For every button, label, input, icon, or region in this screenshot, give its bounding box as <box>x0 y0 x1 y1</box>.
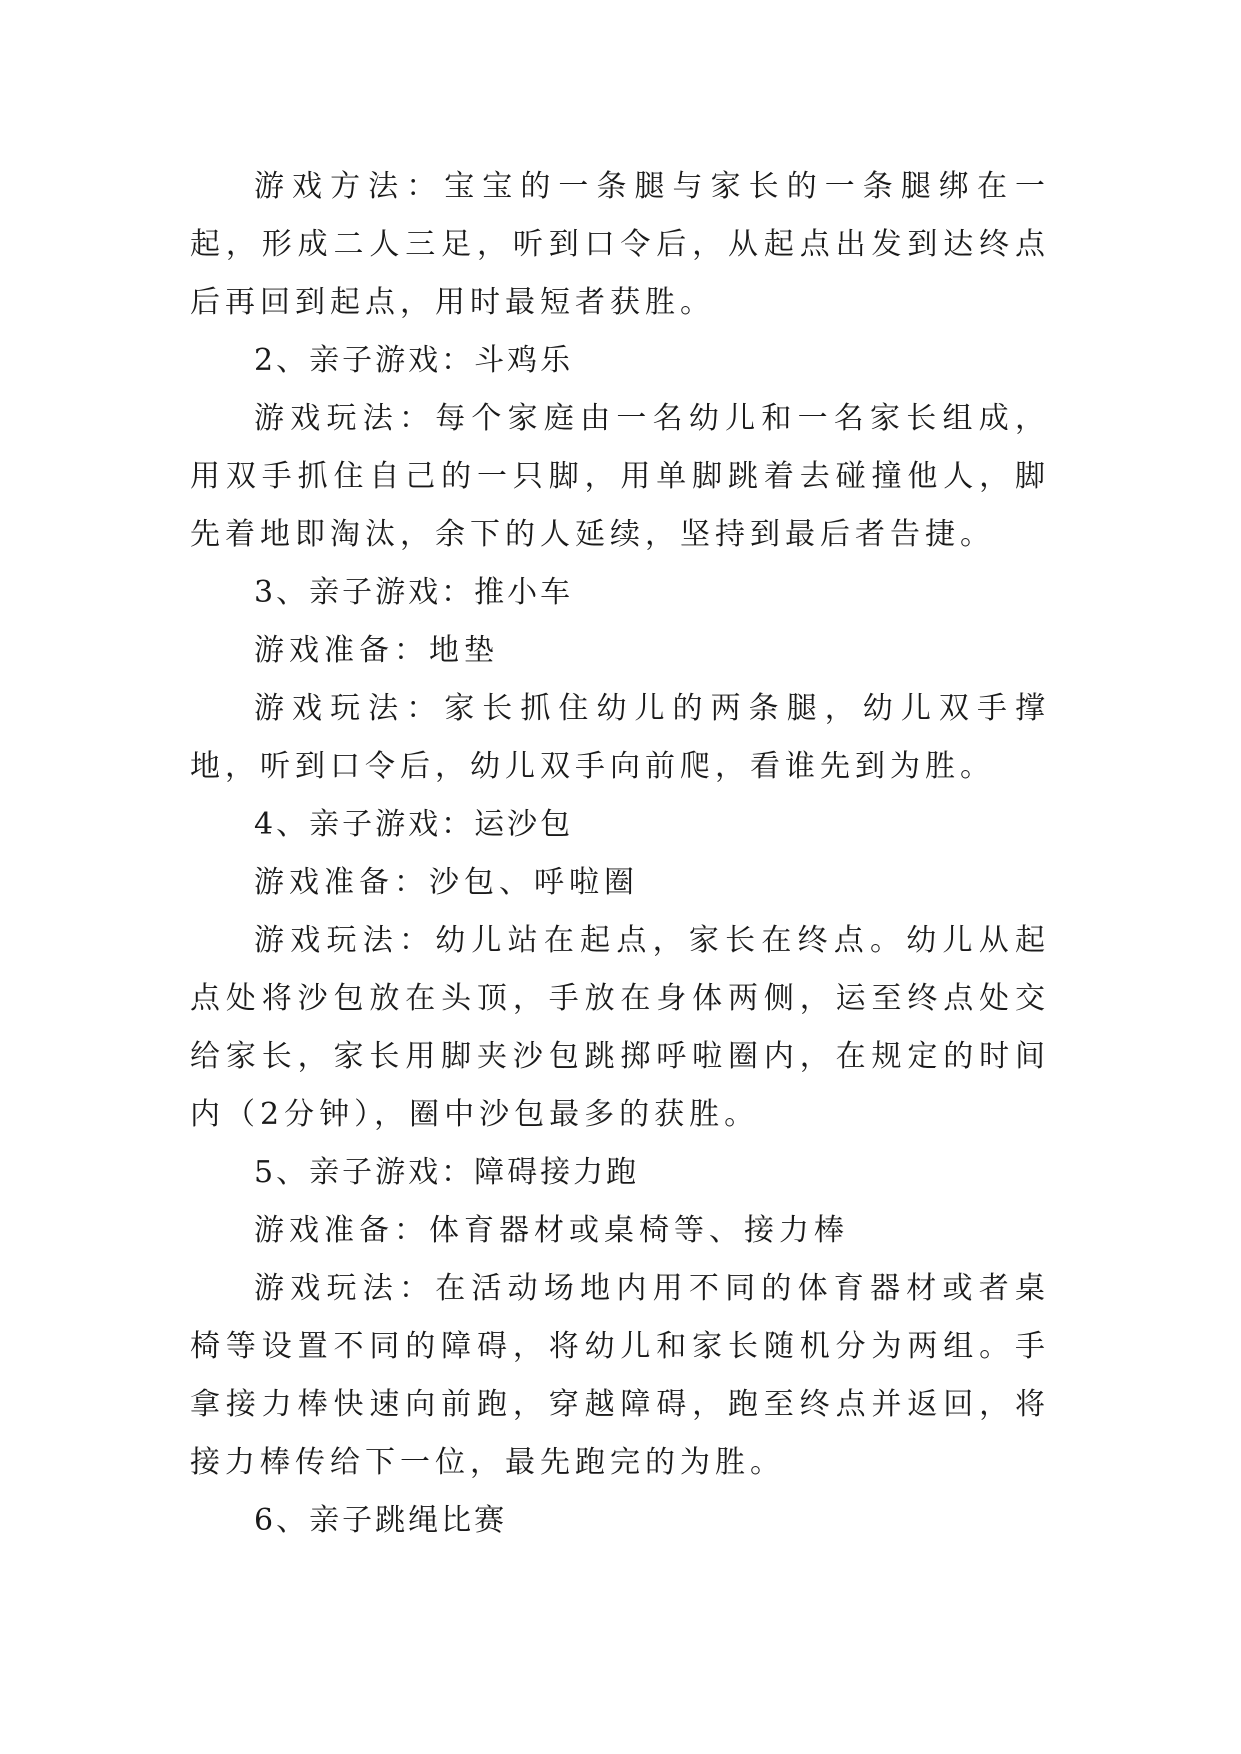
paragraph-game-4-prep: 游戏准备：沙包、呼啦圈 <box>254 865 639 900</box>
paragraph-game-2-rules: 游戏玩法：每个家庭由一名幼儿和一名家长组成，用双手抓住自己的一只脚，用单脚跳着去碰撞他人，脚先着地即淘汰，余下的人延续，坚持到最后者告捷。 <box>190 401 1050 552</box>
paragraph-game-5-prep: 游戏准备：体育器材或桌椅等、接力棒 <box>254 1213 849 1248</box>
paragraph-game-3-prep: 游戏准备：地垫 <box>254 633 499 668</box>
heading-game-2: 2、亲子游戏：斗鸡乐 <box>254 343 574 378</box>
paragraph-game-5-rules: 游戏玩法：在活动场地内用不同的体育器材或者桌椅等设置不同的障碍，将幼儿和家长随机分为两组。手拿接力棒快速向前跑，穿越障碍，跑至终点并返回，将接力棒传给下一位，最先跑完的为胜。 <box>190 1271 1050 1480</box>
paragraph-game-4-rules: 游戏玩法：幼儿站在起点，家长在终点。幼儿从起点处将沙包放在头顶，手放在身体两侧，运至终点处交给家长，家长用脚夹沙包跳掷呼啦圈内，在规定的时间内（2分钟），圈中沙包最多的获胜。 <box>190 923 1050 1132</box>
heading-game-4: 4、亲子游戏：运沙包 <box>254 807 574 842</box>
heading-game-5: 5、亲子游戏：障碍接力跑 <box>254 1155 640 1190</box>
heading-game-3: 3、亲子游戏：推小车 <box>254 575 574 610</box>
heading-game-6: 6、亲子跳绳比赛 <box>254 1503 508 1538</box>
paragraph-game-3-rules: 游戏玩法：家长抓住幼儿的两条腿，幼儿双手撑地，听到口令后，幼儿双手向前爬，看谁先到为胜。 <box>190 691 1050 784</box>
paragraph-game-method: 游戏方法：宝宝的一条腿与家长的一条腿绑在一起，形成二人三足，听到口令后，从起点出发到达终点后再回到起点，用时最短者获胜。 <box>190 169 1050 320</box>
document-body <box>190 158 1050 1550</box>
